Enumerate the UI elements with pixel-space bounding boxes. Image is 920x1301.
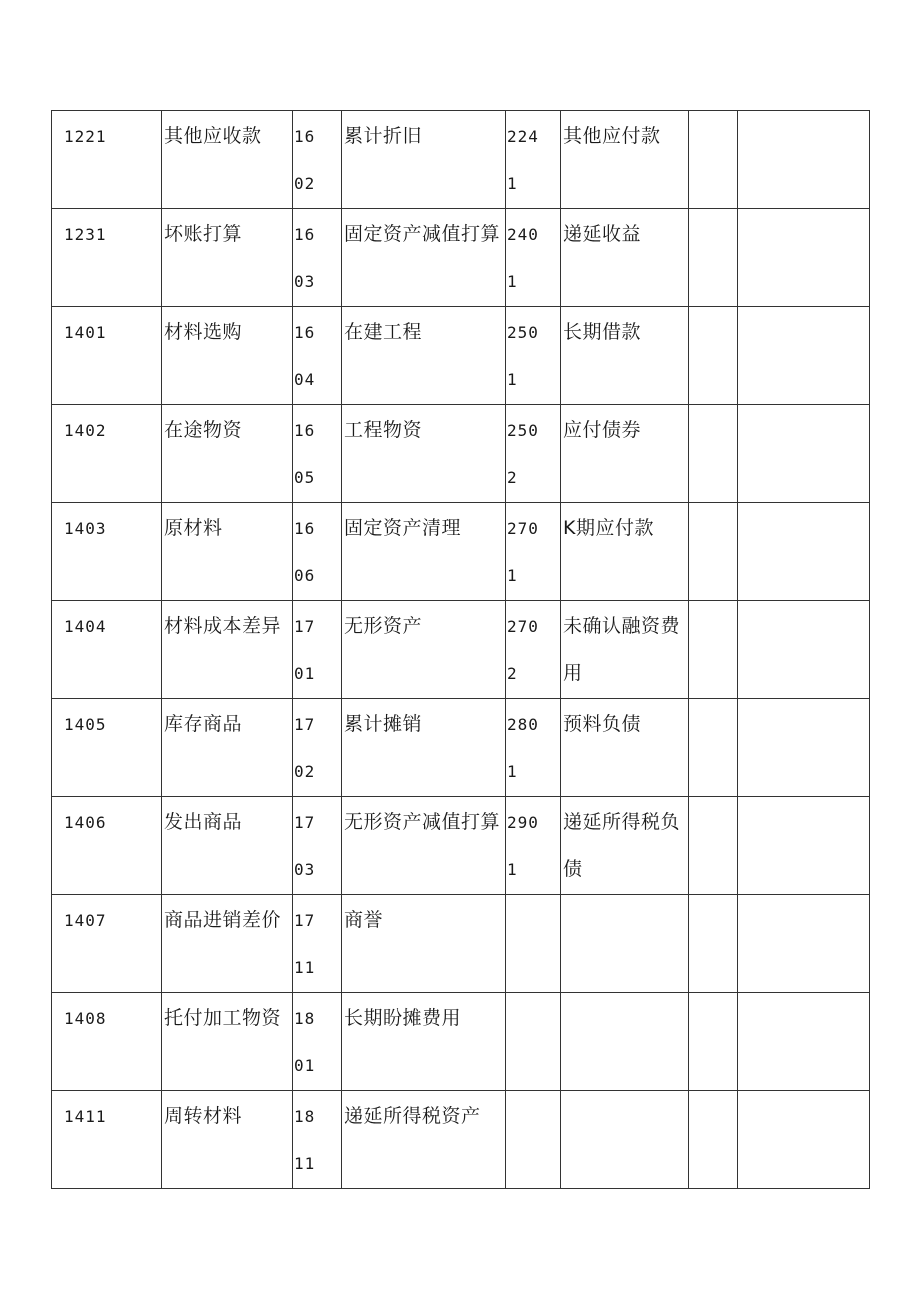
account-code: 1401: [64, 323, 107, 342]
account-name: 材料选购: [164, 321, 243, 343]
empty-cell: [738, 699, 870, 797]
account-code-part: 01: [294, 664, 316, 683]
account-name: 商誉: [344, 909, 384, 931]
empty-cell: [689, 993, 738, 1091]
account-name-cell: [342, 993, 506, 1091]
account-code-split: [506, 699, 560, 796]
account-code-part: 270: [507, 519, 539, 538]
account-code-cell: [293, 993, 342, 1091]
account-code: 1402: [64, 421, 107, 440]
account-name: 库存商品: [164, 713, 243, 735]
account-name-cell: [561, 307, 689, 405]
account-name-cell: [162, 993, 293, 1091]
account-name: 递延所得税负债: [563, 811, 681, 880]
empty-cell: [738, 405, 870, 503]
account-code-part: 1: [507, 762, 518, 781]
account-code-part: 18: [294, 1107, 316, 1126]
account-code-cell: [293, 895, 342, 993]
table-row: [52, 209, 870, 307]
account-name-cell: [162, 307, 293, 405]
account-name: 未确认融资费用: [563, 615, 681, 684]
account-code-part: 1: [507, 566, 518, 585]
account-code-part: 03: [294, 860, 316, 879]
account-name: 工程物资: [344, 419, 423, 441]
account-code-part: 03: [294, 272, 316, 291]
table-body: [52, 111, 870, 1189]
account-code-split: [506, 993, 560, 996]
account-code-cell: [52, 307, 162, 405]
account-code-part: 11: [294, 958, 316, 977]
account-name: K期应付款: [563, 517, 654, 539]
empty-cell: [738, 1091, 870, 1189]
table-row: [52, 601, 870, 699]
account-code-cell: [293, 405, 342, 503]
account-code-cell: [293, 601, 342, 699]
account-name-cell: [561, 895, 689, 993]
empty-cell: [689, 111, 738, 209]
table-row: [52, 895, 870, 993]
account-code-part: 16: [294, 519, 316, 538]
account-code-cell: [506, 405, 561, 503]
account-code-cell: [52, 405, 162, 503]
account-code-split: [293, 503, 341, 600]
account-code: 1407: [64, 911, 107, 930]
account-code-part: 1: [507, 860, 518, 879]
account-code-split: [293, 895, 341, 992]
account-name-cell: [342, 601, 506, 699]
account-code-cell: [52, 699, 162, 797]
account-code-cell: [293, 307, 342, 405]
account-code-part: 16: [294, 127, 316, 146]
account-name-cell: [342, 797, 506, 895]
account-code-part: 02: [294, 762, 316, 781]
account-code-cell: [506, 503, 561, 601]
account-name-cell: [342, 111, 506, 209]
account-name-cell: [162, 503, 293, 601]
account-code-split: [506, 601, 560, 698]
account-name-cell: [342, 1091, 506, 1189]
account-name: 长期借款: [563, 321, 642, 343]
account-code-cell: [506, 1091, 561, 1189]
account-code-split: [293, 111, 341, 208]
account-code-cell: [506, 209, 561, 307]
account-code: 1411: [64, 1107, 107, 1126]
table-row: [52, 405, 870, 503]
empty-cell: [738, 209, 870, 307]
empty-cell: [738, 993, 870, 1091]
account-code-cell: [52, 601, 162, 699]
account-name: 坏账打算: [164, 223, 243, 245]
account-name-cell: [162, 209, 293, 307]
account-name-cell: [162, 111, 293, 209]
account-code-cell: [52, 797, 162, 895]
account-code-table: [51, 110, 870, 1189]
account-code-part: 1: [507, 370, 518, 389]
account-code-part: 04: [294, 370, 316, 389]
account-name-cell: [162, 797, 293, 895]
account-code-part: 05: [294, 468, 316, 487]
account-code-cell: [293, 797, 342, 895]
account-name: 递延所得税资产: [344, 1105, 481, 1127]
account-name: 在建工程: [344, 321, 423, 343]
account-code-part: 16: [294, 225, 316, 244]
account-code: 1404: [64, 617, 107, 636]
account-code-split: [293, 307, 341, 404]
account-code: 1231: [64, 225, 107, 244]
account-name: [561, 993, 688, 996]
account-name: 原材料: [164, 517, 223, 539]
account-code-part: 224: [507, 127, 539, 146]
account-code-cell: [52, 993, 162, 1091]
account-code-part: 250: [507, 323, 539, 342]
account-code-part: 1: [507, 272, 518, 291]
account-name-cell: [162, 1091, 293, 1189]
empty-cell: [738, 111, 870, 209]
empty-cell: [689, 895, 738, 993]
account-code-part: 16: [294, 421, 316, 440]
account-code-split: [293, 993, 341, 1090]
account-name: 周转材料: [164, 1105, 243, 1127]
account-code-cell: [506, 601, 561, 699]
account-name-cell: [561, 405, 689, 503]
empty-cell: [689, 797, 738, 895]
account-code: 1408: [64, 1009, 107, 1028]
account-code-cell: [293, 699, 342, 797]
account-code-cell: [52, 209, 162, 307]
empty-cell: [738, 503, 870, 601]
empty-cell: [738, 797, 870, 895]
account-name-cell: [342, 503, 506, 601]
account-code-part: 17: [294, 911, 316, 930]
account-name-cell: [162, 699, 293, 797]
account-code-part: 250: [507, 421, 539, 440]
account-name-cell: [342, 699, 506, 797]
account-name: 发出商品: [164, 811, 243, 833]
account-code-cell: [506, 699, 561, 797]
account-name: 递延收益: [563, 223, 642, 245]
account-code-split: [293, 405, 341, 502]
empty-cell: [689, 307, 738, 405]
account-code-split: [293, 209, 341, 306]
table-row: [52, 699, 870, 797]
account-name: 累计折旧: [344, 125, 423, 147]
account-code-part: 17: [294, 813, 316, 832]
account-code: 1403: [64, 519, 107, 538]
account-name: 商品进销差价: [164, 909, 282, 931]
account-name-cell: [561, 601, 689, 699]
account-code-part: 2: [507, 664, 518, 683]
account-code-cell: [506, 797, 561, 895]
account-name-cell: [162, 405, 293, 503]
account-name: 材料成本差异: [164, 615, 282, 637]
account-code-part: 06: [294, 566, 316, 585]
account-name-cell: [162, 601, 293, 699]
account-code-split: [506, 111, 560, 208]
account-code-cell: [293, 111, 342, 209]
account-name-cell: [561, 209, 689, 307]
account-code: 1221: [64, 127, 107, 146]
table-row: [52, 111, 870, 209]
account-name-cell: [561, 111, 689, 209]
account-code-cell: [52, 503, 162, 601]
account-code-part: 11: [294, 1154, 316, 1173]
account-code-split: [293, 797, 341, 894]
account-code-cell: [506, 307, 561, 405]
account-code-cell: [506, 993, 561, 1091]
empty-cell: [738, 895, 870, 993]
account-name: 固定资产清理: [344, 517, 462, 539]
empty-cell: [689, 699, 738, 797]
account-name-cell: [561, 993, 689, 1091]
empty-cell: [738, 601, 870, 699]
account-name: [561, 1091, 688, 1094]
account-code-part: 280: [507, 715, 539, 734]
account-name-cell: [342, 307, 506, 405]
account-code-cell: [506, 111, 561, 209]
account-code-cell: [293, 1091, 342, 1189]
account-code-cell: [506, 895, 561, 993]
account-name-cell: [561, 1091, 689, 1189]
account-code-cell: [293, 503, 342, 601]
empty-cell: [689, 601, 738, 699]
account-code-part: 270: [507, 617, 539, 636]
account-name: 无形资产减值打算: [344, 811, 501, 833]
account-code-part: 17: [294, 617, 316, 636]
account-name: 累计摊销: [344, 713, 423, 735]
account-code-part: 1: [507, 174, 518, 193]
account-code-split: [293, 601, 341, 698]
account-name: 其他应收款: [164, 125, 262, 147]
account-code: 1406: [64, 813, 107, 832]
account-name-cell: [561, 503, 689, 601]
account-name-cell: [342, 209, 506, 307]
account-name: 固定资产减值打算: [344, 223, 501, 245]
account-code-part: 240: [507, 225, 539, 244]
table-row: [52, 1091, 870, 1189]
account-code-part: 01: [294, 1056, 316, 1075]
account-code-cell: [52, 1091, 162, 1189]
account-name-cell: [342, 405, 506, 503]
account-code-split: [506, 405, 560, 502]
account-code-split: [293, 699, 341, 796]
account-name-cell: [561, 699, 689, 797]
empty-cell: [689, 1091, 738, 1189]
table-row: [52, 503, 870, 601]
account-name: 其他应付款: [563, 125, 661, 147]
empty-cell: [689, 503, 738, 601]
empty-cell: [738, 307, 870, 405]
account-code-split: [506, 307, 560, 404]
account-name-cell: [162, 895, 293, 993]
account-name: [561, 895, 688, 898]
account-name: 在途物资: [164, 419, 243, 441]
account-name: 预料负债: [563, 713, 642, 735]
account-code-part: 2: [507, 468, 518, 487]
account-name: 长期盼摊费用: [344, 1007, 462, 1029]
account-name: 应付债券: [563, 419, 642, 441]
account-code-cell: [293, 209, 342, 307]
table-row: [52, 993, 870, 1091]
account-name: 托付加工物资: [164, 1007, 282, 1029]
account-code-part: 18: [294, 1009, 316, 1028]
account-code-cell: [52, 895, 162, 993]
account-code-split: [293, 1091, 341, 1188]
account-code-part: 17: [294, 715, 316, 734]
account-code-split: [506, 209, 560, 306]
account-code-part: 02: [294, 174, 316, 193]
account-code-split: [506, 503, 560, 600]
empty-cell: [689, 405, 738, 503]
account-code: 1405: [64, 715, 107, 734]
empty-cell: [689, 209, 738, 307]
account-code-split: [506, 895, 560, 898]
account-code-part: 16: [294, 323, 316, 342]
table-row: [52, 797, 870, 895]
account-name-cell: [561, 797, 689, 895]
account-name: 无形资产: [344, 615, 423, 637]
account-code-split: [506, 1091, 560, 1094]
account-code-cell: [52, 111, 162, 209]
account-code-part: 290: [507, 813, 539, 832]
account-code-split: [506, 797, 560, 894]
account-name-cell: [342, 895, 506, 993]
table-row: [52, 307, 870, 405]
